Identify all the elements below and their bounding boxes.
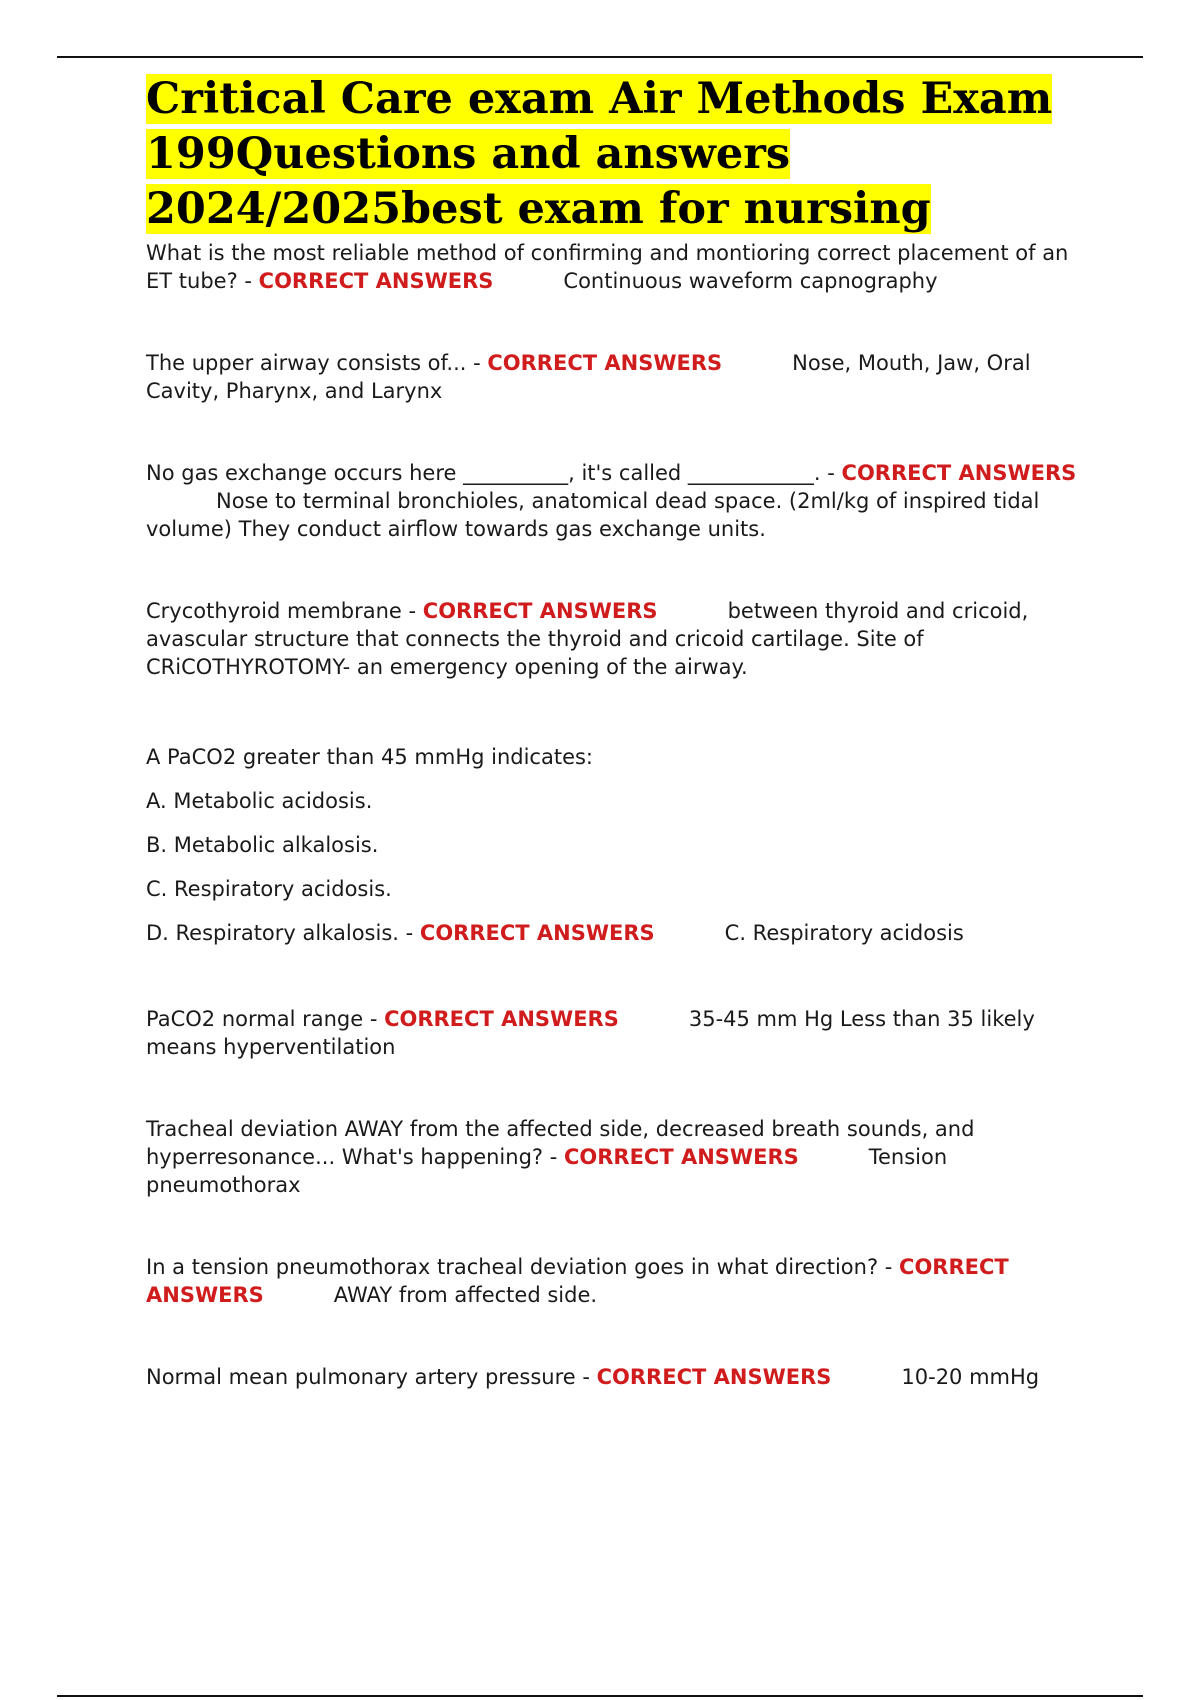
qa-item: What is the most reliable method of confirming and montioring correct placement of an ET tube? - CORRECT ANSWERS Continuous waveform capnography	[146, 241, 1069, 293]
correct-answers-label: CORRECT ANSWERS	[258, 269, 494, 293]
answer-text: C. Respiratory acidosis	[724, 921, 964, 945]
question-text: No gas exchange occurs here __________, it's called ____________.	[146, 461, 821, 485]
qa-item: PaCO2 normal range - CORRECT ANSWERS 35-45 mm Hg Less than 35 likely means hyperventilation	[146, 1007, 1035, 1059]
question-text: What is the most reliable method of confirming and montioring correct placement of an ET tube?	[146, 241, 1069, 293]
document-body	[146, 72, 1086, 1391]
qa-item: The upper airway consists of... - CORRECT ANSWERS Nose, Mouth, Jaw, Oral Cavity, Pharynx, and Larynx	[146, 351, 1031, 403]
correct-answers-label: CORRECT ANSWERS	[487, 351, 723, 375]
answer-text: 35-45 mm Hg Less than 35 likely means hyperventilation	[146, 1007, 1035, 1059]
top-rule	[57, 56, 1143, 58]
question-text: Normal mean pulmonary artery pressure	[146, 1365, 576, 1389]
correct-answers-label: CORRECT ANSWERS	[422, 599, 658, 623]
answer-option: D. Respiratory alkalosis. - CORRECT ANSWERS C. Respiratory acidosis	[146, 921, 964, 945]
correct-answers-label: CORRECT ANSWERS	[841, 461, 1077, 485]
qa-item: No gas exchange occurs here __________, it's called ____________. - CORRECT ANSWERSNose to terminal bronchioles, anatomical dead space. (2ml/kg of inspired tidal volume) They conduct airflow towards gas exchange units.	[146, 461, 1077, 541]
qa-item: Tracheal deviation AWAY from the affected side, decreased breath sounds, and hyperresonance... What's happening? - CORRECT ANSWERS Tension pneumothorax	[146, 1117, 975, 1197]
answer-text: Continuous waveform capnography	[563, 269, 938, 293]
correct-answers-label: CORRECT ANSWERS	[563, 1145, 799, 1169]
document-title	[146, 72, 1086, 237]
qa-list	[146, 239, 1086, 1391]
question-text: In a tension pneumothorax tracheal deviation goes in what direction?	[146, 1255, 879, 1279]
qa-item	[146, 743, 1086, 771]
correct-answers-label: CORRECT ANSWERS	[384, 1007, 619, 1031]
correct-answers-label: CORRECT ANSWERS	[596, 1365, 832, 1389]
answer-option: A. Metabolic acidosis.	[146, 789, 373, 813]
question-text: Crycothyroid membrane	[146, 599, 402, 623]
answer-option: B. Metabolic alkalosis.	[146, 833, 379, 857]
question-text: Tracheal deviation AWAY from the affected side, decreased breath sounds, and hyperresonance... What's happening?	[146, 1117, 975, 1169]
answer-text: Tension pneumothorax	[146, 1145, 948, 1197]
question-text: The upper airway consists of...	[146, 351, 467, 375]
qa-item: Crycothyroid membrane - CORRECT ANSWERS between thyroid and cricoid, avascular structure that connects the thyroid and cricoid cartilage. Site of CRiCOTHYROTOMY- an emergency opening of the airway.	[146, 599, 1029, 679]
answer-option: C. Respiratory acidosis.	[146, 877, 392, 901]
question-text: A PaCO2 greater than 45 mmHg indicates:	[146, 745, 594, 769]
answer-text: Nose to terminal bronchioles, anatomical dead space. (2ml/kg of inspired tidal volume) They conduct airflow towards gas exchange units.	[146, 489, 1040, 541]
qa-item: Normal mean pulmonary artery pressure - CORRECT ANSWERS 10-20 mmHg	[146, 1365, 1040, 1389]
correct-answers-label: CORRECT ANSWERS	[146, 1255, 1009, 1307]
bottom-rule	[57, 1695, 1143, 1697]
answer-text: between thyroid and cricoid, avascular structure that connects the thyroid and cricoid cartilage. Site of CRiCOTHYROTOMY- an emergency opening of the airway.	[146, 599, 1029, 679]
title-text: Critical Care exam Air Methods Exam 199Questions and answers 2024/2025best exam for nursing	[146, 74, 1053, 234]
answer-text: 10-20 mmHg	[901, 1365, 1040, 1389]
answer-text: Nose, Mouth, Jaw, Oral Cavity, Pharynx, and Larynx	[146, 351, 1031, 403]
qa-item: In a tension pneumothorax tracheal deviation goes in what direction? - CORRECT ANSWERS AWAY from affected side.	[146, 1255, 1009, 1307]
question-text: PaCO2 normal range	[146, 1007, 364, 1031]
answer-text: AWAY from affected side.	[333, 1283, 598, 1307]
correct-answers-label: CORRECT ANSWERS	[419, 921, 655, 945]
